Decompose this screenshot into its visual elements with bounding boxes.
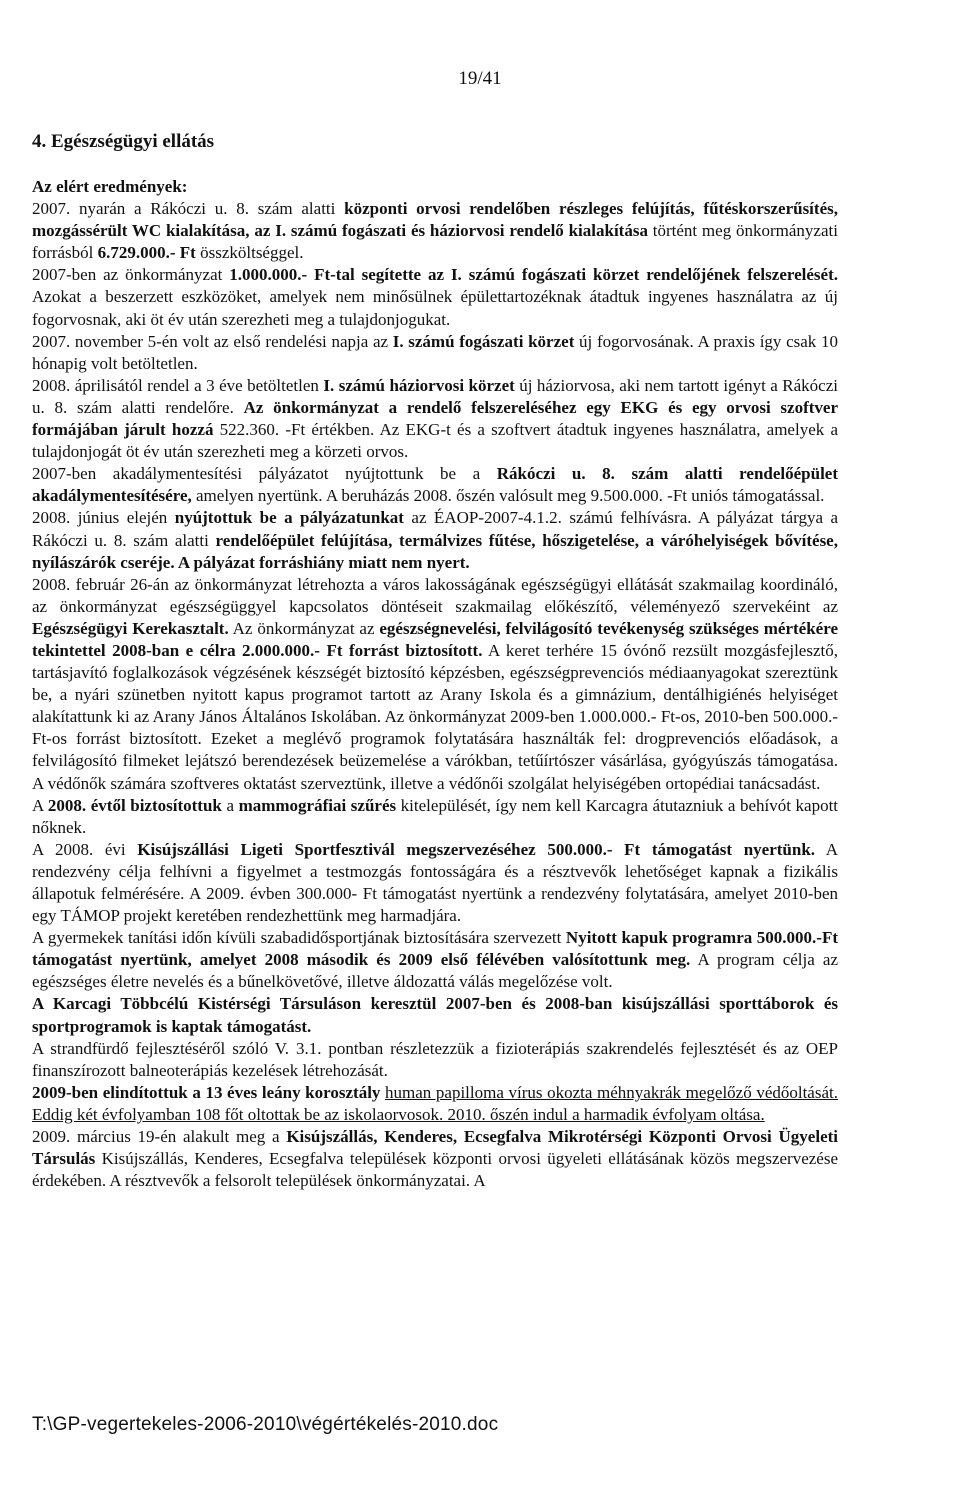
paragraph — [32, 1082, 838, 1126]
text-run: 2008. áprilisától rendel a 3 éve betöltetlen — [32, 375, 324, 395]
bold-text: egészségnevelési, felvilágosító tevékenység szükséges mértékére tekintettel 2008-ban e célra 2.000.000.- Ft forrást biztosított. — [32, 618, 838, 660]
text-run: történt meg önkormányzati forrásból — [32, 221, 838, 263]
file-path-footer: T:\GP-vegertekeles-2006-2010\végértékelés-2010.doc — [32, 1414, 499, 1435]
text-run: 2009. március 19-én alakult meg a — [32, 1127, 287, 1147]
section-heading: 4. Egészségügyi ellátás — [32, 131, 215, 152]
underlined-text: human papilloma vírus okozta méhnyakrák megelőző védőoltását. Eddig két évfolyamban 108 főt oltottak be az iskolaorvosok. 2010. őszén indul a harmadik évfolyam oltása. — [32, 1082, 838, 1124]
text-run: 2007. november 5-én volt az első rendelési napja az — [32, 331, 393, 351]
text-run: amelyen nyertünk. A beruházás 2008. őszén valósult meg 9.500.000. -Ft uniós támogatással. — [191, 486, 825, 506]
text-run: A keret terhére 15 óvónő rezsült mozgásfejlesztő, tartásjavító foglalkozások végzésének készségét biztosító képzésben, egészségprevenciós médiaanyagokat szereztünk be, a nyári szünetben nyitott kapus programot tartott az Arany Iskola és a gimnázium, dentálhigiénés helyiséget alakítattunk ki az Arany János Általános Iskolában. Az önkormányzat 2009-ben 1.000.000.- Ft-os, 2010-ben 500.000.- Ft-os forrást biztosított. Ezeket a meglévő programok folytatására használták fel: drogprevenciós előadások, a felvilágosító filmeket lejátszó berendezések beüzemelése a várókban, tetűírtószer vásárlása, gyógyúszás támogatása. A védőnők számára szoftveres oktatást szerveztünk, illetve a védőnői szolgálat helyiségében ortopédiai tanácsadást. — [32, 640, 838, 793]
paragraph — [32, 264, 838, 330]
bold-text: Nyitott kapuk programra 500.000.-Ft támogatást nyertünk, amelyet 2008 második és 2009 első félévében valósítottunk meg. — [32, 928, 839, 970]
paragraph — [32, 463, 838, 507]
text-run: az ÉAOP-2007-4.1.2. számú felhívásra. A pályázat tárgya a Rákóczi u. 8. szám alatti — [32, 508, 839, 550]
bold-text: Kisújszállás, Kenderes, Ecsegfalva Mikrotérségi Központi Orvosi Ügyeleti Társulás — [32, 1127, 838, 1169]
text-run: 2007. nyarán a Rákóczi u. 8. szám alatti — [32, 199, 345, 219]
text-run: A program célja az egészséges életre nevelés és a bűnelkövetővé, illetve áldozattá válás megelőzése volt. — [32, 950, 838, 992]
text-run: 2007-ben az önkormányzat — [32, 265, 230, 285]
paragraph — [32, 927, 838, 993]
text-run: A strandfürdő fejlesztéséről szóló V. 3.1. pontban részletezzük a fizioterápiás szakrendelés fejlesztését és az OEP finanszírozott balneoterápiás kezelések létrehozását. — [32, 1038, 838, 1080]
bold-text: Rákóczi u. 8. szám alatti rendelőépület akadálymentesítésére, — [32, 464, 839, 506]
text-run: 2008. február 26-án az önkormányzat létrehozta a város lakosságának egészségügyi ellátását szakmailag koordináló, az önkormányzat egészségüggyel kapcsolatos döntéseit szakmailag előkészítő, véleményező szervekéint az — [32, 574, 838, 616]
bold-text: Kisújszállási Ligeti Sportfesztivál megszervezéséhez 500.000.- Ft támogatást nyertünk. — [137, 839, 816, 859]
paragraph — [32, 993, 838, 1037]
bold-text: 2008. évtől biztosítottuk — [47, 795, 222, 815]
paragraph — [32, 331, 838, 375]
paragraph — [32, 1038, 838, 1082]
text-run: kitelepülését, így nem kell Karcagra átutazniuk a behívót kapott nőknek. — [32, 795, 839, 837]
text-run: új fogorvosának. A praxis így csak 10 hónapig volt betöltetlen. — [32, 331, 838, 373]
bold-text: központi orvosi rendelőben részleges felújítás, fűtéskorszerűsítés, mozgássérült WC kialakítása, az I. számú fogászati és háziorvosi rendelő kialakítása — [32, 199, 838, 241]
bold-text: rendelőépület felújítása, termálvizes fűtése, hőszigetelése, a váróhelyiségek bővítése, nyílászárók cseréje. A pályázat forráshiány miatt nem nyert. — [32, 530, 838, 572]
paragraph — [32, 507, 838, 573]
bold-text: nyújtottuk be a pályázatunkat — [174, 508, 404, 528]
bold-text: A Karcagi Többcélú Kistérségi Társuláson keresztül 2007-ben és 2008-ban kisújszállási sporttáborok és sportprogramok is kaptak támogatást. — [32, 994, 838, 1036]
text-run: A rendezvény célja felhívni a figyelmet a testmozgás fontosságára és a résztvevők lehetőséget kapnak a fizikális állapotuk felmérésére. A 2009. évben 300.000- Ft támogatást nyertünk a rendezvény folytatására, amelyet 2010-ben egy TÁMOP projekt keretében rendezhettünk meg harmadjára. — [32, 839, 839, 926]
bold-text: Egészségügyi Kerekasztalt. — [32, 618, 229, 638]
text-run: a — [221, 795, 239, 815]
text-run: 2008. június elején — [32, 508, 175, 528]
subheading-results — [32, 176, 838, 198]
bold-text: Az önkormányzat a rendelő felszereléséhez egy EKG és egy orvosi szoftver formájában járult hozzá — [32, 397, 838, 440]
text-run: 2007-ben akadálymentesítési pályázatot nyújtottunk be a — [32, 464, 497, 484]
text-run: Az önkormányzat az — [228, 618, 380, 638]
text-run: A 2008. évi — [32, 839, 138, 859]
bold-text: Az elért eredmények: — [32, 177, 188, 196]
paragraph — [32, 375, 838, 463]
page-number: 19/41 — [458, 68, 502, 89]
paragraph — [32, 574, 838, 795]
paragraph — [32, 1126, 838, 1192]
bold-text: 1.000.000.- Ft-tal segítette az I. számú fogászati körzet rendelőjének felszerelését. — [229, 265, 838, 285]
bold-text: 2009-ben elindítottuk a 13 éves leány korosztály — [32, 1082, 381, 1102]
text-run: A — [32, 795, 48, 815]
text-run: A gyermekek tanítási időn kívüli szabadidősportjának biztosítására szervezett — [32, 928, 566, 948]
text-run: új háziorvosa, aki nem tartott igényt a Rákóczi u. 8. szám alatti rendelőre. — [32, 375, 838, 417]
text-run: 522.360. -Ft értékben. Az EKG-t és a szoftvert átadtuk ingyenes használatra, amelyek a tulajdonjogát öt év után szerezheti meg a körzeti orvos. — [32, 420, 838, 462]
bold-text: I. számú háziorvosi körzet — [323, 375, 515, 395]
text-run: összköltséggel. — [195, 243, 304, 263]
body-text — [32, 176, 838, 1192]
paragraph — [32, 839, 838, 927]
bold-text: 6.729.000.- Ft — [97, 243, 196, 263]
text-run: Azokat a beszerzett eszközöket, amelyek nem minősülnek épülettartozéknak átadtuk ingyenes használatra az új fogorvosnak, aki öt év után szerezheti meg a tulajdonjogukat. — [32, 287, 838, 329]
bold-text: mammográfiai szűrés — [238, 795, 397, 815]
paragraph — [32, 795, 838, 839]
text-run: Kisújszállás, Kenderes, Ecsegfalva települések központi orvosi ügyeleti ellátásának közös megszervezése érdekében. A résztvevők a felsorolt települések önkormányzatai. A — [32, 1149, 838, 1191]
bold-text: I. számú fogászati körzet — [392, 331, 575, 351]
paragraph — [32, 198, 838, 264]
